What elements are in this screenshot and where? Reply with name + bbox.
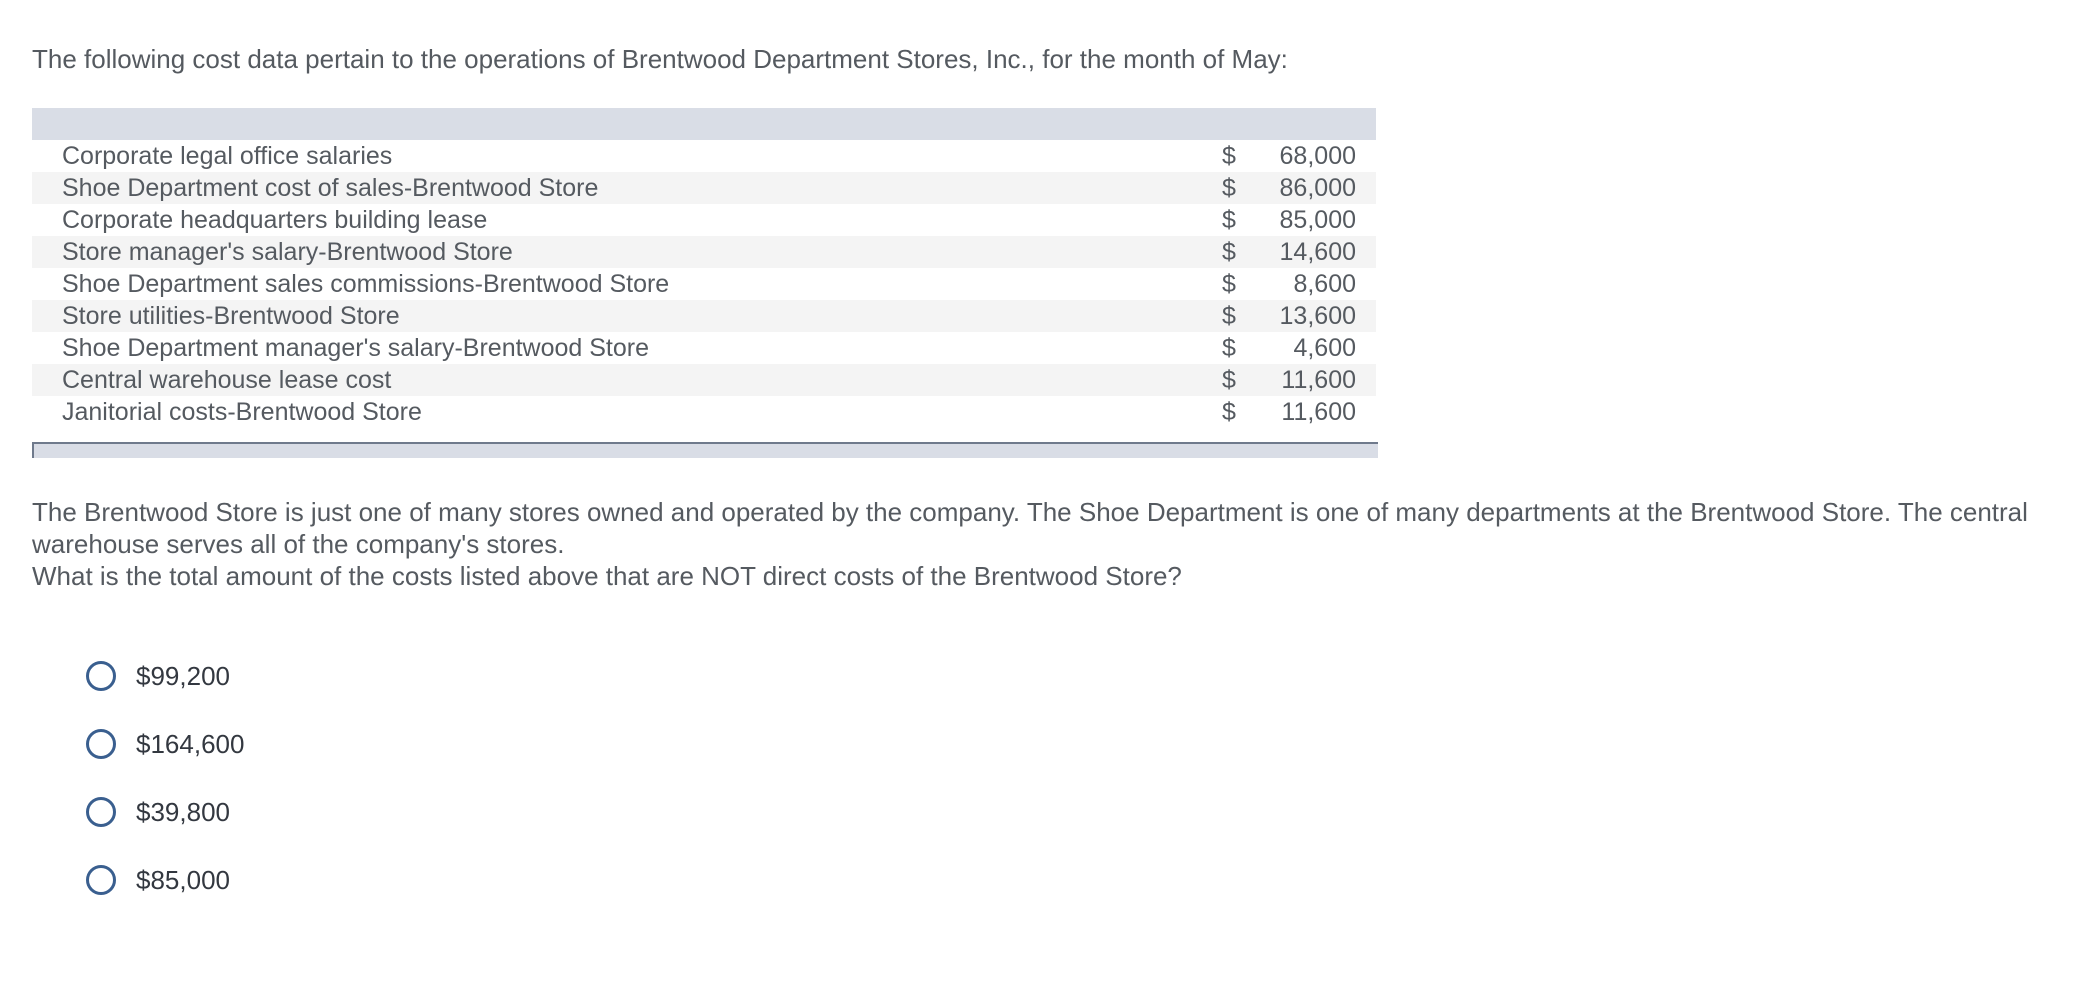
cost-label: Shoe Department sales commissions-Brentwood Store	[62, 270, 670, 298]
table-row	[32, 396, 1376, 428]
cost-amount: 86,000	[1262, 172, 1376, 204]
cost-amount: 14,600	[1262, 236, 1376, 268]
table-row	[32, 268, 1376, 300]
currency-symbol: $	[1222, 270, 1236, 298]
currency-symbol: $	[1222, 398, 1236, 426]
currency-symbol: $	[1222, 172, 1262, 204]
answer-option-4[interactable]	[86, 846, 244, 914]
radio-button[interactable]	[86, 729, 116, 759]
radio-button[interactable]	[86, 797, 116, 827]
cost-label: Corporate legal office salaries	[62, 142, 393, 170]
table-row	[32, 140, 1376, 172]
currency-symbol: $	[1222, 236, 1262, 268]
cost-label: Central warehouse lease cost	[32, 364, 1222, 396]
answer-option-3[interactable]	[86, 778, 244, 846]
question-context: The Brentwood Store is just one of many stores owned and operated by the company. The Shoe Department is one of many departments at the Brentwood Store. The central warehouse serves all of the company's stores.	[32, 497, 2028, 559]
currency-symbol: $	[1222, 206, 1236, 234]
cost-amount: 13,600	[1262, 300, 1376, 332]
table-row	[32, 236, 1376, 268]
answer-option-2[interactable]	[86, 710, 244, 778]
table-header-bar	[32, 108, 1376, 140]
cost-amount: 11,600	[1262, 364, 1376, 396]
option-label: $99,200	[136, 660, 230, 691]
cost-table	[32, 140, 1376, 428]
cost-amount: 11,600	[1281, 398, 1356, 426]
table-row	[32, 300, 1376, 332]
cost-amount: 68,000	[1279, 142, 1356, 170]
cost-amount: 8,600	[1293, 270, 1356, 298]
option-label: $85,000	[136, 864, 230, 895]
cost-label: Corporate headquarters building lease	[62, 206, 488, 234]
radio-button[interactable]	[86, 865, 116, 895]
table-row	[32, 364, 1376, 396]
cost-label: Store utilities-Brentwood Store	[32, 300, 1222, 332]
cost-label: Shoe Department manager's salary-Brentwood Store	[62, 334, 650, 362]
cost-amount: 85,000	[1279, 206, 1356, 234]
cost-label: Janitorial costs-Brentwood Store	[62, 398, 422, 426]
currency-symbol: $	[1222, 334, 1236, 362]
question-block	[32, 496, 2082, 592]
answer-option-1[interactable]	[86, 642, 244, 710]
table-row	[32, 332, 1376, 364]
cost-label: Store manager's salary-Brentwood Store	[32, 236, 1222, 268]
answer-options	[86, 642, 244, 914]
cost-amount: 4,600	[1293, 334, 1356, 362]
option-label: $164,600	[136, 728, 245, 759]
table-footer-bar	[32, 442, 1378, 458]
cost-label: Shoe Department cost of sales-Brentwood Store	[32, 172, 1222, 204]
currency-symbol: $	[1222, 364, 1262, 396]
table-row	[32, 204, 1376, 236]
intro-text: The following cost data pertain to the operations of Brentwood Department Stores, Inc., for the month of May:	[32, 44, 1288, 74]
cost-table-container	[32, 108, 1376, 458]
option-label: $39,800	[136, 796, 230, 827]
currency-symbol: $	[1222, 142, 1236, 170]
radio-button[interactable]	[86, 661, 116, 691]
table-row	[32, 172, 1376, 204]
currency-symbol: $	[1222, 300, 1262, 332]
question-prompt: What is the total amount of the costs listed above that are NOT direct costs of the Brentwood Store?	[32, 561, 1182, 591]
